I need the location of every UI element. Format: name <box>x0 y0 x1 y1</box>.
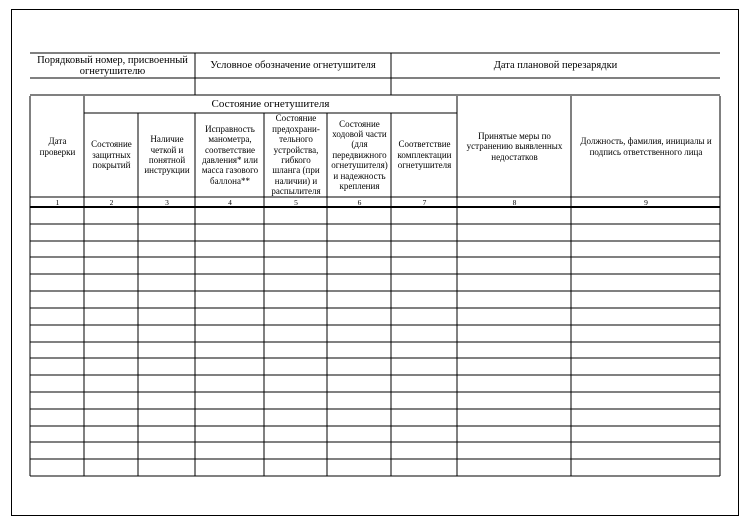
col-number: 2 <box>109 197 114 207</box>
col-number: 6 <box>357 197 362 207</box>
header-state-group: Состояние огнетушителя <box>211 98 330 111</box>
col-number: 7 <box>422 197 427 207</box>
col-header-measures: Принятые меры по устранению выявленных недостатков <box>466 130 563 162</box>
col-header-instruction: Наличие четкой и понятной инструкции <box>144 134 190 176</box>
col-header-responsible: Должность, фамилия, инициалы и подпись ответственного лица <box>580 136 712 157</box>
col-number: 4 <box>228 197 232 207</box>
header-designation: Условное обозначение огнетушителя <box>210 60 376 72</box>
col-header-check-date: Дата проверки <box>39 136 76 157</box>
col-header-manometer: Исправность манометра, соответствие давления* или масса газового баллона** <box>201 123 259 186</box>
col-header-chassis: Состояние ходовой части (для передвижного огнетушителя) и надежность крепления <box>331 118 388 192</box>
col-header-coatings: Состояние защитных покрытий <box>91 139 132 171</box>
col-number: 3 <box>165 197 169 207</box>
col-number: 9 <box>644 197 648 207</box>
col-header-completeness: Соответствие комплектации огнетушителя <box>397 139 452 171</box>
col-number: 8 <box>512 197 517 207</box>
col-number: 5 <box>294 197 298 207</box>
header-recharge-date: Дата плановой перезарядки <box>493 60 618 72</box>
col-header-safety-device: Состояние предохрани-тельного устройства, гибкого шланга (при наличии) и распылителя <box>271 113 321 197</box>
header-serial-number: Порядковый номер, присвоенный огнетушителю <box>37 54 188 77</box>
col-number: 1 <box>55 197 60 207</box>
